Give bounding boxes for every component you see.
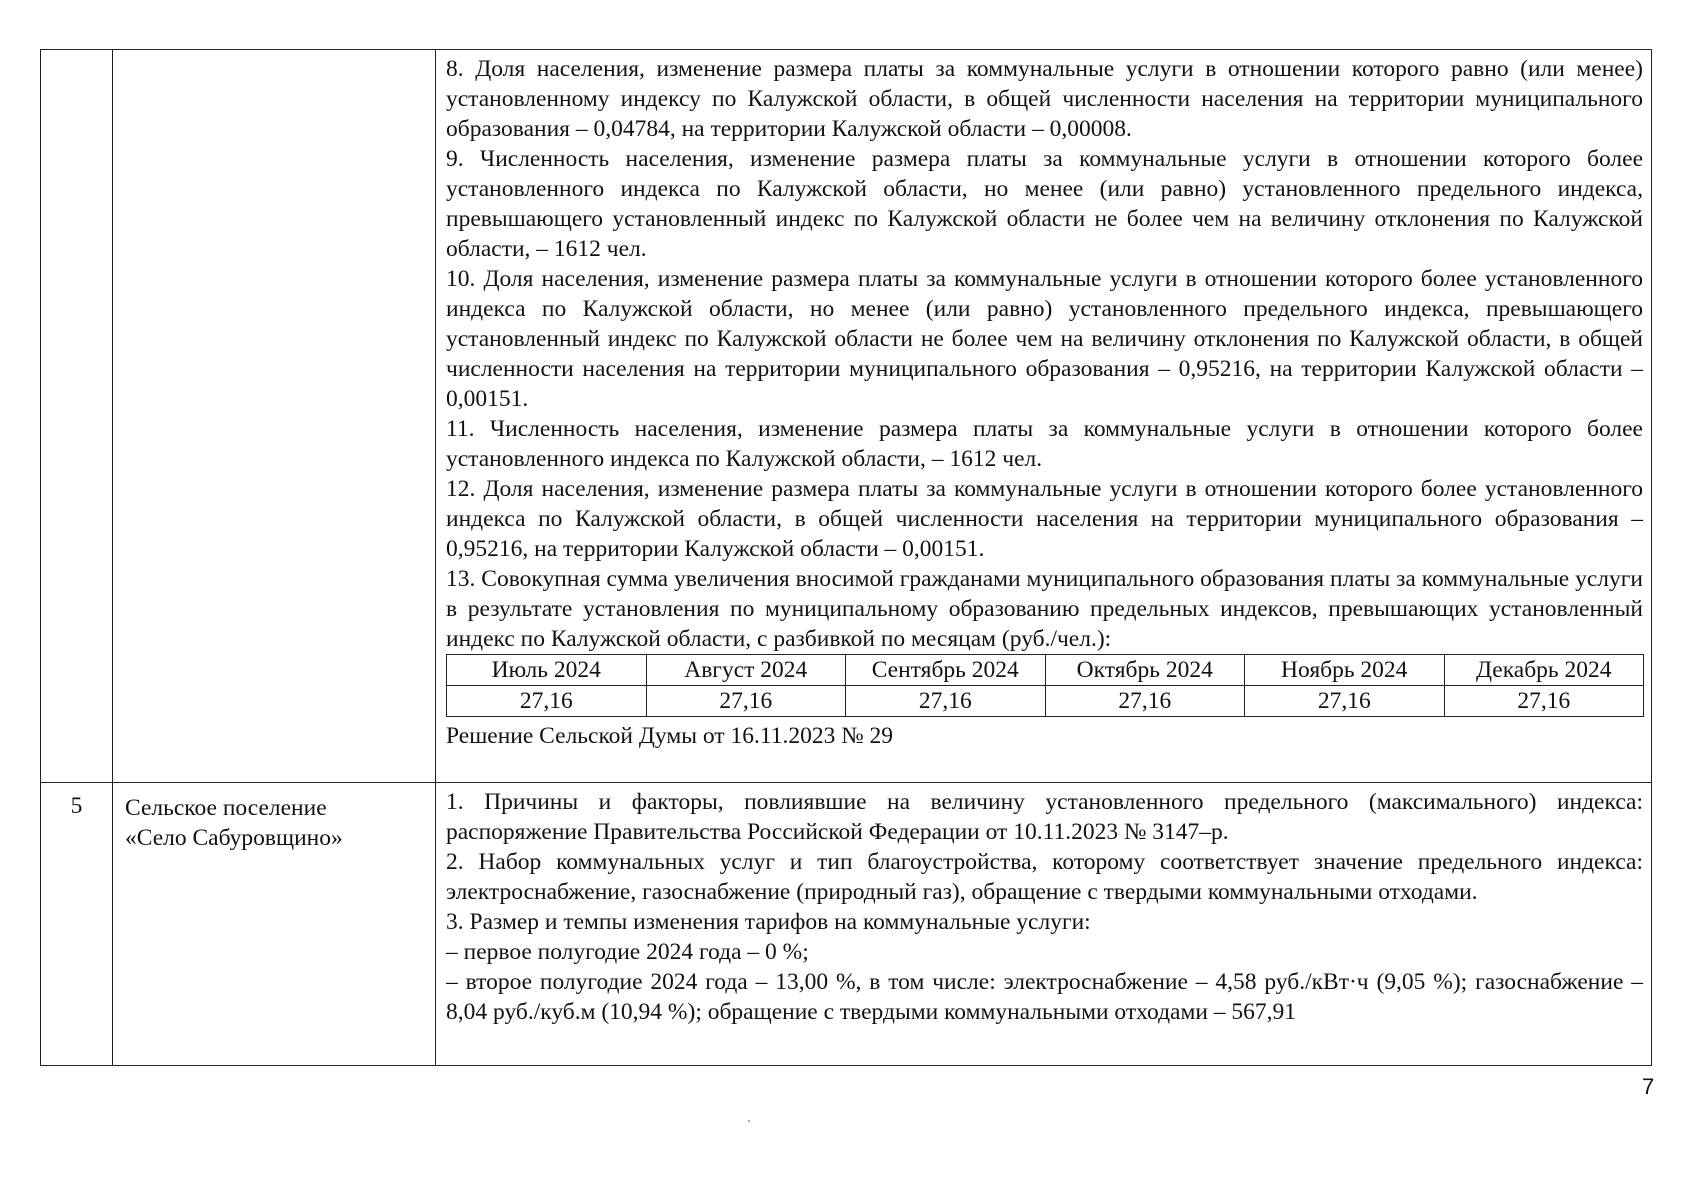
month-header-row <box>447 655 1644 686</box>
month-value: 27,16 <box>447 686 647 717</box>
description-cell <box>436 783 1652 1066</box>
row-number: 5 <box>70 793 83 819</box>
month-header: Декабрь 2024 <box>1444 655 1644 686</box>
number-cell <box>41 783 113 1066</box>
month-header: Сентябрь 2024 <box>846 655 1046 686</box>
item-11: 11. Численность населения, изменение размера платы за коммунальные услуги в отношении которого более установленного индекса по Калужской области, – 1612 чел. <box>446 416 1643 472</box>
month-header: Июль 2024 <box>447 655 647 686</box>
month-value: 27,16 <box>646 686 846 717</box>
name-cell <box>113 50 436 783</box>
month-value-row <box>447 686 1644 717</box>
item-12: 12. Доля населения, изменение размера платы за коммунальные услуги в отношении которого более установленного индекса по Калужской области, в общей численности населения на территории муниципального образования – 0,95216, на территории Калужской области – 0,00151. <box>446 476 1643 562</box>
monthly-breakdown-table <box>446 654 1644 717</box>
settlement-name: «Село Сабуровщино» <box>125 825 343 851</box>
description-cell <box>436 50 1652 783</box>
item-9: 9. Численность населения, изменение размера платы за коммунальные услуги в отношении которого более установленного индекса по Калужской области, но менее (или равно) установленного предельного индекса, превышающего установленный индекс по Калужской области не более чем на величину отклонения по Калужской области, – 1612 чел. <box>446 146 1643 262</box>
month-header: Август 2024 <box>646 655 846 686</box>
item-10: 10. Доля населения, изменение размера платы за коммунальные услуги в отношении которого более установленного индекса по Калужской области, но менее (или равно) установленного предельного индекса, превышающего установленный индекс по Калужской области не более чем на величину отклонения по Калужской области, в общей численности населения на территории муниципального образования – 0,95216, на территории Калужской области – 0,00151. <box>446 266 1643 412</box>
regional-index-table <box>40 49 1652 1066</box>
month-header: Ноябрь 2024 <box>1245 655 1445 686</box>
item-13: 13. Совокупная сумма увеличения вносимой гражданами муниципального образования платы за коммунальные услуги в результате установления по муниципальному образованию предельных индексов, превышающих установленный индекс по Калужской области, с разбивкой по месяцам (руб./чел.): <box>446 566 1643 652</box>
item-3: 3. Размер и темпы изменения тарифов на коммунальные услуги: <box>446 909 1091 935</box>
month-value: 27,16 <box>846 686 1046 717</box>
item-3-second-half: – второе полугодие 2024 года – 13,00 %, в том числе: электроснабжение – 4,58 руб./кВт·ч (9,05 %); газоснабжение – 8,04 руб./куб.м (10,94 %); обращение с твердыми коммунальными отходами – 567,91 <box>446 969 1643 1025</box>
month-header: Октябрь 2024 <box>1045 655 1245 686</box>
scan-speck <box>748 1120 750 1122</box>
name-cell <box>113 783 436 1066</box>
decision-reference: Решение Сельской Думы от 16.11.2023 № 29 <box>446 723 894 749</box>
number-cell <box>41 50 113 783</box>
month-value: 27,16 <box>1045 686 1245 717</box>
item-3-first-half: – первое полугодие 2024 года – 0 %; <box>446 939 809 965</box>
table-row <box>41 50 1652 783</box>
table-row <box>41 783 1652 1066</box>
page-number: 7 <box>1642 1074 1655 1099</box>
month-value: 27,16 <box>1444 686 1644 717</box>
settlement-type: Сельское поселение <box>125 795 327 821</box>
item-2: 2. Набор коммунальных услуг и тип благоустройства, которому соответствует значение предельного индекса: электроснабжение, газоснабжение (природный газ), обращение с твердыми коммунальными отходами. <box>446 849 1643 905</box>
month-value: 27,16 <box>1245 686 1445 717</box>
item-8: 8. Доля населения, изменение размера платы за коммунальные услуги в отношении которого равно (или менее) установленному индексу по Калужской области, в общей численности населения на территории муниципального образования – 0,04784, на территории Калужской области – 0,00008. <box>446 56 1643 142</box>
item-1: 1. Причины и факторы, повлиявшие на величину установленного предельного (максимального) индекса: распоряжение Правительства Российской Федерации от 10.11.2023 № 3147–р. <box>446 789 1643 845</box>
